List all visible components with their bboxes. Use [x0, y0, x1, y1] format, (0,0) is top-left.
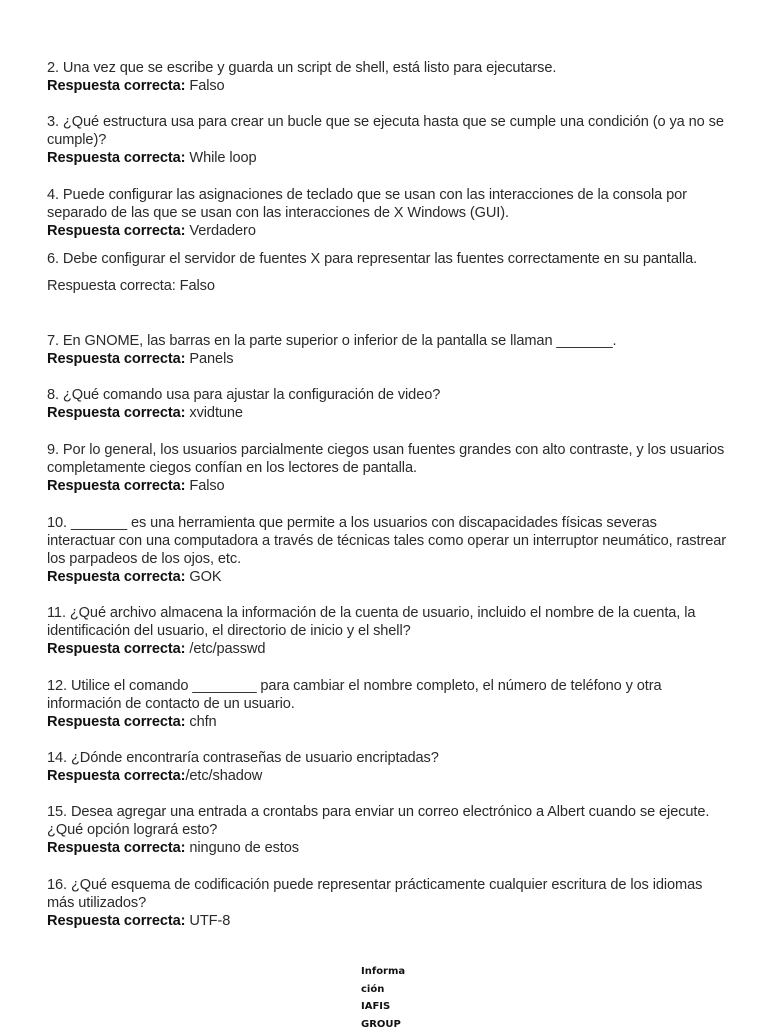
question-text: 4. Puede configurar las asignaciones de teclado que se usan con las interacciones de la consola por separado de las que se usan con las interacciones de X Windows (GUI).	[47, 186, 727, 222]
question-block-16	[47, 876, 727, 930]
answer-line	[47, 839, 727, 857]
answer-label: Respuesta correcta:	[47, 351, 185, 367]
question-text: 11. ¿Qué archivo almacena la información de la cuenta de usuario, incluido el nombre de la cuenta, la identificación del usuario, el directorio de inicio y el shell?	[47, 604, 727, 640]
answer-label: Respuesta correcta:	[47, 78, 185, 94]
answer-label: Respuesta correcta:	[47, 478, 185, 494]
question-text: 16. ¿Qué esquema de codificación puede representar prácticamente cualquier escritura de los idiomas más utilizados?	[47, 876, 727, 912]
answer-label: Respuesta correcta:	[47, 405, 185, 421]
question-block-4	[47, 186, 727, 240]
answer-value: GOK	[185, 569, 221, 585]
answer-line	[47, 713, 727, 731]
answer-line	[47, 404, 727, 422]
answer-label: Respuesta correcta:	[47, 641, 185, 657]
footer-credit	[361, 963, 421, 1033]
answer-value: Panels	[185, 351, 233, 367]
answer-label: Respuesta correcta:	[47, 768, 185, 784]
answer-value: While loop	[185, 150, 256, 166]
answer-line	[47, 77, 727, 95]
answer-value: xvidtune	[185, 405, 243, 421]
answer-line	[47, 568, 727, 586]
answer-value: /etc/passwd	[185, 641, 265, 657]
answer-value: Verdadero	[185, 223, 255, 239]
answer-value: UTF-8	[185, 913, 230, 929]
question-text: 10. _______ es una herramienta que permite a los usuarios con discapacidades físicas severas interactuar con una computadora a través de técnicas tales como operar un interruptor neumático, rastrear los parpadeos de los ojos, etc.	[47, 514, 727, 568]
footer-line: ción	[361, 981, 421, 999]
question-text: 7. En GNOME, las barras en la parte superior o inferior de la pantalla se llaman _______.	[47, 332, 727, 350]
question-block-10	[47, 514, 727, 586]
question-block-7	[47, 332, 727, 368]
question-text: 12. Utilice el comando ________ para cambiar el nombre completo, el número de teléfono y otra información de contacto de un usuario.	[47, 677, 727, 713]
question-block-8	[47, 386, 727, 422]
question-text: 14. ¿Dónde encontraría contraseñas de usuario encriptadas?	[47, 749, 727, 767]
answer-line	[47, 912, 727, 930]
answer-line	[47, 767, 727, 785]
answer-label: Respuesta correcta:	[47, 840, 185, 856]
question-text: 9. Por lo general, los usuarios parcialmente ciegos usan fuentes grandes con alto contraste, y los usuarios completamente ciegos confían en los lectores de pantalla.	[47, 441, 727, 477]
question-text: 8. ¿Qué comando usa para ajustar la configuración de video?	[47, 386, 727, 404]
answer-line	[47, 350, 727, 368]
question-text: 15. Desea agregar una entrada a crontabs para enviar un correo electrónico a Albert cuando se ejecute. ¿Qué opción logrará esto?	[47, 803, 727, 839]
footer-line: GROUP	[361, 1016, 421, 1033]
question-block-9	[47, 441, 727, 495]
answer-line	[47, 640, 727, 658]
answer-label: Respuesta correcta:	[47, 714, 185, 730]
question-block-2	[47, 59, 727, 95]
answer-value: ninguno de estos	[185, 840, 299, 856]
question-block-14	[47, 749, 727, 785]
answer-label: Respuesta correcta:	[47, 913, 185, 929]
answer-label: Respuesta correcta:	[47, 150, 185, 166]
answer-line	[47, 149, 727, 167]
footer-line: Informa	[361, 963, 421, 981]
answer-label: Respuesta correcta:	[47, 569, 185, 585]
answer-label: Respuesta correcta:	[47, 223, 185, 239]
question-block-12	[47, 677, 727, 731]
answer-line: Respuesta correcta: Falso	[47, 277, 727, 295]
answer-value: chfn	[185, 714, 216, 730]
question-text: 3. ¿Qué estructura usa para crear un bucle que se ejecuta hasta que se cumple una condición (o ya no se cumple)?	[47, 113, 727, 149]
question-text: 2. Una vez que se escribe y guarda un script de shell, está listo para ejecutarse.	[47, 59, 727, 77]
question-block-15	[47, 803, 727, 857]
footer-line: IAFIS	[361, 998, 421, 1016]
answer-value: Falso	[185, 478, 224, 494]
answer-line	[47, 222, 727, 240]
question-text: 6. Debe configurar el servidor de fuentes X para representar las fuentes correctamente en su pantalla.	[47, 250, 727, 268]
question-block-6	[47, 250, 727, 295]
question-block-3	[47, 113, 727, 167]
answer-value: Falso	[185, 78, 224, 94]
answer-value: /etc/shadow	[185, 768, 262, 784]
question-block-11	[47, 604, 727, 658]
answer-line	[47, 477, 727, 495]
